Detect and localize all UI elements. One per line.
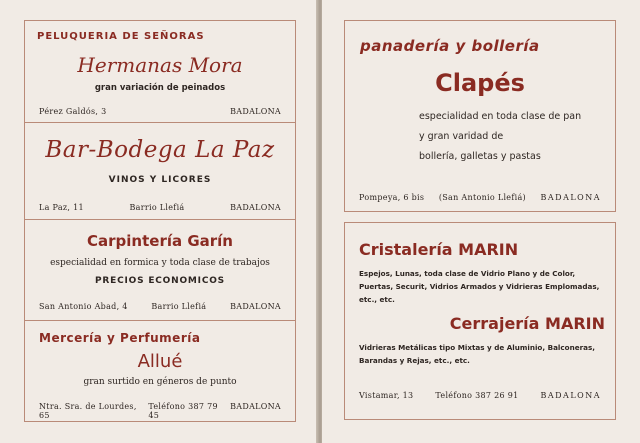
ad-carpinteria bbox=[24, 219, 296, 321]
city: BADALONA bbox=[540, 391, 601, 400]
cerrajeria-text: Vidrieras Metálicas tipo Mixtas y de Aluminio, Balconeras, Barandas y Rejas, etc., etc. bbox=[359, 343, 595, 365]
address-row bbox=[39, 203, 281, 212]
ad-line-2: y gran varidad de bbox=[419, 131, 504, 142]
phone: Teléfono 387 79 45 bbox=[148, 402, 218, 420]
business-name: Allué bbox=[137, 351, 183, 372]
ad-line-1: especialidad en formica y toda clase de trabajos bbox=[50, 258, 270, 268]
ad-heading: panadería y bollería bbox=[360, 37, 540, 55]
city: BADALONA bbox=[540, 193, 601, 202]
city: BADALONA bbox=[230, 203, 281, 212]
business-name: Bar-Bodega La Paz bbox=[45, 137, 275, 163]
address-row bbox=[39, 302, 281, 311]
address-row bbox=[39, 107, 281, 116]
district: (San Antonio Llefiá) bbox=[438, 193, 526, 202]
address: La Paz, 11 bbox=[39, 203, 84, 212]
ad-tagline: VINOS Y LICORES bbox=[108, 175, 212, 185]
district: Barrio Llefiá bbox=[151, 302, 207, 311]
address-row bbox=[359, 391, 601, 400]
ad-merceria bbox=[24, 320, 296, 422]
address: Ntra. Sra. de Lourdes, 65 bbox=[39, 402, 137, 420]
address: San Antonio Abad, 4 bbox=[39, 302, 128, 311]
ad-line-3: bollería, galletas y pastas bbox=[419, 151, 541, 162]
phone: Teléfono 387 26 91 bbox=[435, 391, 519, 400]
address-row bbox=[359, 193, 601, 202]
ad-heading-cristaleria: Cristalería MARIN bbox=[359, 240, 519, 259]
ad-heading: Mercería y Perfumería bbox=[39, 331, 201, 345]
right-page bbox=[322, 0, 640, 443]
city: BADALONA bbox=[230, 302, 281, 311]
ad-heading-cerrajeria: Cerrajería MARIN bbox=[449, 314, 605, 333]
city: BADALONA bbox=[230, 107, 281, 116]
cristaleria-text: Espejos, Lunas, toda clase de Vidrio Plano y de Color, Puertas, Securit, Vidrios Armados y Vidrieras Emplomadas, etc., etc. bbox=[359, 269, 600, 304]
business-name: Clapés bbox=[435, 69, 525, 97]
address: Pompeya, 6 bis bbox=[359, 193, 425, 202]
ad-tagline: gran variación de peinados bbox=[94, 83, 226, 93]
ad-line-2: PRECIOS ECONOMICOS bbox=[95, 276, 225, 286]
business-name: Carpintería Garín bbox=[87, 232, 233, 250]
ad-heading: PELUQUERIA DE SEÑORAS bbox=[37, 31, 205, 42]
address: Vistamar, 13 bbox=[359, 391, 414, 400]
left-page bbox=[0, 0, 318, 443]
district: Barrio Llefiá bbox=[129, 203, 185, 212]
ad-marin bbox=[344, 222, 616, 420]
ad-line-1: especialidad en toda clase de pan bbox=[419, 111, 582, 122]
city: BADALONA bbox=[230, 402, 281, 411]
business-name: Hermanas Mora bbox=[77, 53, 243, 77]
address-row bbox=[39, 402, 281, 420]
address: Pérez Galdós, 3 bbox=[39, 107, 107, 116]
ad-peluqueria bbox=[24, 20, 296, 123]
ad-panaderia bbox=[344, 20, 616, 212]
ad-bar-bodega bbox=[24, 122, 296, 220]
ad-tagline: gran surtido en géneros de punto bbox=[83, 377, 237, 387]
